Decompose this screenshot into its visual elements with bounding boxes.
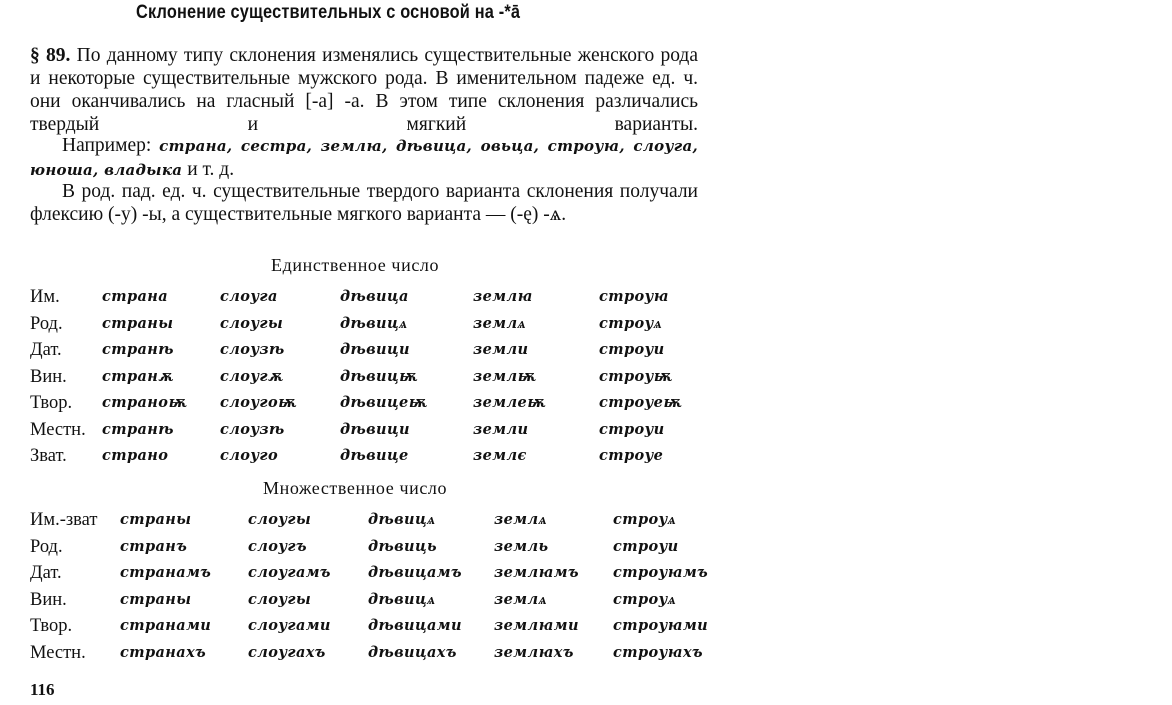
table-cell: дѣвицѭ (340, 367, 418, 385)
table-cell: страны (102, 314, 174, 332)
examples-words: страна, сестра, землꙗ, дѣвица, овьца, строуꙗ, слоуга, юноша, владыка (30, 137, 699, 179)
table-cell: землѧ (494, 511, 548, 528)
table-cell: строуѧ (613, 511, 677, 528)
table-cell: строуѭ (599, 367, 673, 385)
case-label: Дат. (30, 563, 62, 583)
table-cell: строуꙗмъ (613, 564, 709, 581)
table-cell: земли (473, 341, 529, 358)
case-label: Местн. (30, 642, 86, 663)
table-cell: странѣ (102, 341, 174, 358)
section-number: § 89. (30, 45, 71, 66)
table-cell: странъ (120, 537, 188, 555)
table-cell: слоугъ (248, 537, 307, 555)
paragraph-89 (30, 44, 698, 136)
case-label: Дат. (30, 340, 62, 360)
case-label: Род. (30, 536, 63, 557)
paragraph-89-text: По данному типу склонения изменялись существительные женского рода и некоторые существительные мужского рода. В именительном падеже ед. ч. они оканчивались на гласный [-а] -а. В этом типе склонения различались твердый и мягкий варианты. (30, 45, 699, 135)
table-cell: строуи (613, 537, 679, 555)
table-cell: слоуго (220, 447, 279, 464)
examples-end: и т. д. (187, 159, 235, 180)
table-cell: дѣвицѧ (340, 314, 408, 332)
genitive-paragraph-text: В род. пад. ед. ч. существительные твердого варианта склонения получали флексию (-у) -ы, а существительные мягкого варианта — (-ę) -ѧ. (30, 181, 698, 225)
table-cell: земли (473, 420, 529, 438)
table-cell: слоуга (220, 288, 278, 305)
table-cell: землꙗхъ (494, 643, 574, 661)
table-cell: слоугами (248, 617, 331, 634)
table-cell: странѫ (102, 367, 174, 385)
table-cell: слоугѫ (220, 367, 283, 385)
table-cell: землеѭ (473, 394, 546, 411)
table-cell: страны (120, 511, 192, 528)
table-cell: странами (120, 617, 212, 634)
genitive-paragraph (30, 180, 698, 226)
page-title: Склонение существительных с основой на -*а̄ (136, 2, 521, 23)
singular-heading: Единственное число (271, 255, 440, 275)
table-cell: дѣвице (340, 447, 409, 464)
table-cell: слоузѣ (220, 420, 285, 438)
page-number: 116 (30, 680, 55, 699)
case-label: Им. (30, 287, 60, 307)
table-cell: строуꙗ (599, 288, 669, 305)
table-cell: дѣвици (340, 420, 410, 438)
table-cell: землѭ (473, 367, 536, 385)
table-cell: землє (473, 447, 527, 464)
case-label: Род. (30, 313, 63, 334)
table-cell: слоугоѭ (220, 394, 297, 411)
plural-heading: Множественное число (263, 478, 448, 498)
table-cell: строуꙗхъ (613, 643, 703, 661)
table-cell: слоугы (248, 511, 312, 528)
examples-intro: Например: (62, 135, 152, 156)
table-cell: дѣвица (340, 288, 409, 305)
table-cell: землꙗмъ (494, 564, 579, 581)
table-cell: страноѭ (102, 394, 187, 411)
table-cell: земль (494, 537, 549, 555)
table-cell: строуꙗми (613, 617, 709, 634)
table-cell: слоугамъ (248, 564, 331, 581)
table-cell: строуеѭ (599, 394, 682, 411)
table-cell: слоугы (248, 590, 312, 608)
table-cell: страно (102, 447, 169, 464)
table-cell: землѧ (494, 590, 548, 608)
table-cell: дѣвицѧ (368, 590, 436, 608)
case-label: Вин. (30, 366, 67, 387)
table-cell: землꙗми (494, 617, 579, 634)
table-cell: слоузѣ (220, 341, 285, 358)
case-label: Вин. (30, 589, 67, 610)
table-cell: дѣвицеѭ (340, 394, 428, 411)
table-cell: дѣвицахъ (368, 643, 457, 661)
table-cell: дѣвиць (368, 537, 437, 555)
table-cell: строуѧ (599, 314, 663, 332)
examples-paragraph (30, 134, 698, 182)
case-label: Твор. (30, 616, 73, 636)
table-cell: строуи (599, 341, 665, 358)
table-cell: дѣвицамъ (368, 564, 462, 581)
table-cell: строуе (599, 447, 664, 464)
table-cell: дѣвицами (368, 617, 462, 634)
table-cell: дѣвици (340, 341, 410, 358)
table-cell: землѧ (473, 314, 527, 332)
table-cell: землꙗ (473, 288, 533, 305)
table-cell: слоугахъ (248, 643, 326, 661)
case-label: Зват. (30, 446, 67, 466)
case-label: Твор. (30, 393, 73, 413)
case-label: Местн. (30, 419, 86, 440)
table-cell: строуи (599, 420, 665, 438)
table-cell: дѣвицѧ (368, 511, 436, 528)
table-cell: странамъ (120, 564, 212, 581)
table-cell: странѣ (102, 420, 174, 438)
table-cell: страна (102, 288, 169, 305)
table-cell: слоугы (220, 314, 284, 332)
table-cell: строуѧ (613, 590, 677, 608)
table-cell: страны (120, 590, 192, 608)
table-cell: странахъ (120, 643, 207, 661)
case-label: Им.-зват (30, 510, 98, 530)
